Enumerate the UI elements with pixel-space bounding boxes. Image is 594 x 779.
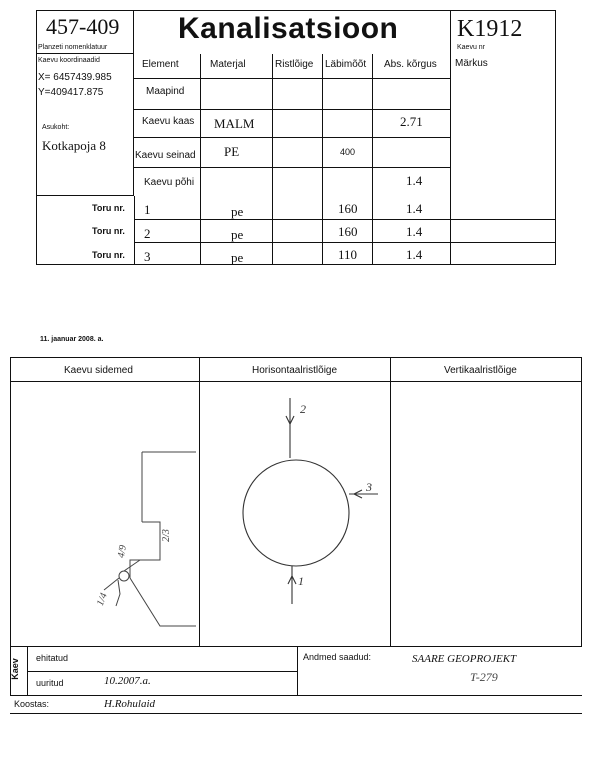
footer-side-label: Kaev [9, 658, 20, 680]
nomenclature-caption: Planzeti nomenklatuur [38, 44, 108, 51]
pipe-2-material: pe [231, 227, 244, 242]
horizontal-label-3: 3 [366, 480, 372, 494]
header-diameter: Läbimõõt [325, 59, 367, 70]
built-label: ehitatud [36, 653, 69, 663]
col-connections-title: Kaevu sidemed [64, 365, 133, 376]
row-walls-material: PE [224, 144, 240, 159]
sketch-label-1: 1/4 [95, 591, 110, 608]
pipe-2-label: Toru nr. [92, 226, 125, 236]
pipe-3-label: Toru nr. [92, 250, 125, 260]
location-value: Kotkapoja 8 [42, 138, 106, 153]
row-cover-material: MALM [214, 116, 255, 131]
data-from-label: Andmed saadud: [303, 652, 372, 662]
y-coordinate: Y=409417.875 [38, 87, 104, 98]
surveyed-value: 10.2007.a. [104, 675, 151, 687]
well-number-caption: Kaevu nr [457, 44, 486, 51]
pipe-1-no: 1 [144, 202, 151, 217]
compiler-value: H.Rohulaid [104, 698, 156, 710]
col-vertical-title: Vertikaalristlõige [444, 365, 517, 376]
row-cover: Kaevu kaas [142, 116, 195, 127]
pipe-2-height: 1.4 [406, 224, 423, 239]
data-from-reference: T-279 [470, 670, 498, 684]
sketch-label-2: 2/3 [160, 529, 172, 542]
pipe-3-material: pe [231, 250, 244, 265]
remark-header: Märkus [455, 58, 488, 69]
date-note: 11. jaanuar 2008. a. [40, 336, 104, 343]
surveyed-label: uuritud [36, 678, 64, 688]
header-element: Element [142, 59, 179, 70]
row-bottom: Kaevu põhi [144, 177, 195, 188]
location-caption: Asukoht: [42, 124, 70, 131]
horizontal-label-1: 1 [298, 574, 304, 588]
x-coordinate: X= 6457439.985 [38, 72, 112, 83]
pipe-1-height: 1.4 [406, 201, 423, 216]
page-title: Kanalisatsioon [178, 12, 399, 45]
header-height: Abs. kõrgus [384, 59, 437, 70]
header-material: Materjal [210, 59, 246, 70]
data-from-value: SAARE GEOPROJEKT [412, 653, 517, 665]
col-horizontal-title: Horisontaalristlõige [252, 365, 338, 376]
pipe-1-label: Toru nr. [92, 203, 125, 213]
pipe-3-height: 1.4 [406, 247, 423, 262]
horizontal-label-2: 2 [300, 402, 306, 416]
pipe-2-diameter: 160 [338, 224, 358, 239]
row-bottom-height: 1.4 [406, 173, 423, 188]
well-number: K1912 [457, 16, 523, 42]
row-walls-diameter: 400 [340, 147, 356, 157]
row-ground: Maapind [146, 86, 185, 97]
sketch-label-3: 4/9 [115, 544, 129, 559]
row-cover-height: 2.71 [400, 114, 423, 129]
pipe-1-material: pe [231, 204, 244, 219]
row-walls: Kaevu seinad [135, 150, 196, 161]
pipe-2-no: 2 [144, 226, 151, 241]
pipe-1-diameter: 160 [338, 201, 358, 216]
compiler-label: Koostas: [14, 699, 50, 709]
coords-caption: Kaevu koordinaadid [38, 57, 100, 64]
nomenclature-number: 457-409 [46, 14, 120, 39]
pipe-3-no: 3 [144, 249, 151, 264]
pipe-3-diameter: 110 [338, 247, 358, 262]
header-section: Ristlõige [275, 59, 314, 70]
